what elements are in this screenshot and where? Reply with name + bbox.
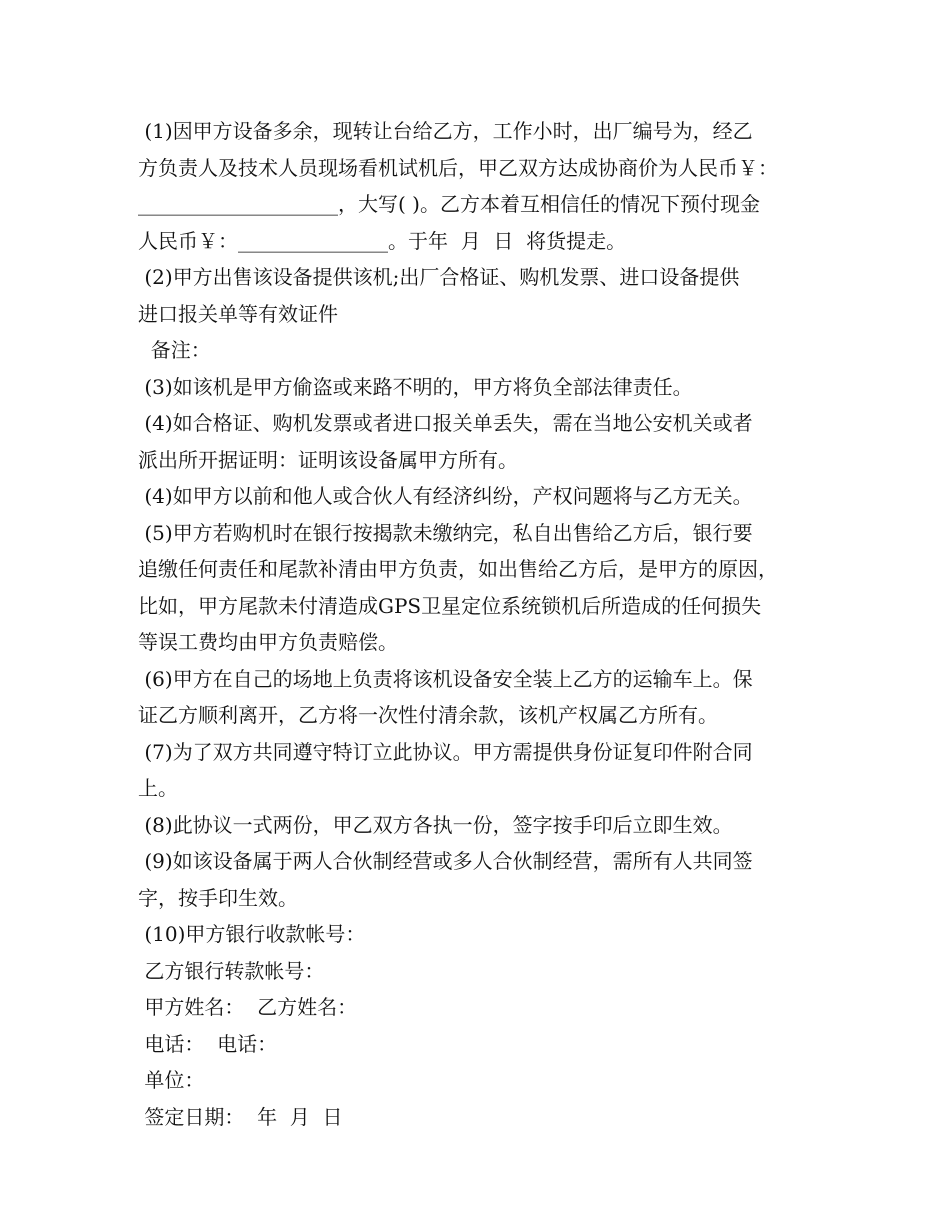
- text-line: (4)如甲方以前和他人或合伙人有经济纠纷，产权问题将与乙方无关。: [138, 484, 753, 508]
- text-line: (7)为了双方共同遵守特订立此协议。甲方需提供身份证复印件附合同: [138, 739, 753, 764]
- signing-date-label: 签定日期： 年 月 日: [138, 1104, 343, 1129]
- text-line: 上。: [138, 776, 178, 800]
- text-line: 字，按手印生效。: [138, 885, 298, 910]
- phone-label: 电话： 电话：: [138, 1031, 278, 1056]
- text-line: (6)甲方在自己的场地上负责将该机设备安全装上乙方的运输车上。保: [138, 666, 753, 691]
- text-line: (3)如该机是甲方偷盗或来路不明的，甲方将负全部法律责任。: [138, 374, 693, 399]
- party-names-label: 甲方姓名： 乙方姓名：: [138, 995, 358, 1019]
- text-line: (2)甲方出售该设备提供该机;出厂合格证、购机发票、进口设备提供: [138, 265, 740, 289]
- text-line: 等误工费均由甲方负责赔偿。: [138, 630, 398, 654]
- party-a-bank-account-label: (10)甲方银行收款帐号：: [138, 922, 366, 946]
- text-line: ____________________，大写( )。乙方本着互相信任的情况下预付现金: [138, 192, 760, 216]
- unit-label: 单位：: [138, 1068, 205, 1092]
- text-line: 进口报关单等有效证件: [138, 301, 338, 326]
- text-line: 追缴任何责任和尾款补清由甲方负责，如出售给乙方后，是甲方的原因，: [138, 557, 778, 581]
- text-line: 比如，甲方尾款未付清造成GPS卫星定位系统锁机后所造成的任何损失: [138, 593, 762, 618]
- text-line: (1)因甲方设备多余，现转让台给乙方，工作小时，出厂编号为，经乙: [138, 119, 753, 143]
- text-line: 方负责人及技术人员现场看机试机后，甲乙双方达成协商价为人民币￥：: [138, 155, 778, 180]
- text-line: (4)如合格证、购机发票或者进口报关单丢失，需在当地公安机关或者: [138, 411, 753, 435]
- text-line: (5)甲方若购机时在银行按揭款未缴纳完，私自出售给乙方后，银行要: [138, 520, 753, 545]
- text-line: 人民币￥：_______________。于年 月 日 将货提走。: [138, 228, 627, 253]
- text-line: 证乙方顺利离开，乙方将一次性付清余款，该机产权属乙方所有。: [138, 703, 718, 727]
- text-line: 派出所开据证明：证明该设备属甲方所有。: [138, 447, 518, 472]
- text-line: (9)如该设备属于两人合伙制经营或多人合伙制经营，需所有人共同签: [138, 849, 753, 873]
- remarks-label: 备注：: [138, 338, 211, 362]
- text-line: (8)此协议一式两份，甲乙双方各执一份，签字按手印后立即生效。: [138, 812, 733, 837]
- party-b-bank-account-label: 乙方银行转款帐号：: [138, 958, 325, 983]
- contract-body: [138, 113, 830, 1135]
